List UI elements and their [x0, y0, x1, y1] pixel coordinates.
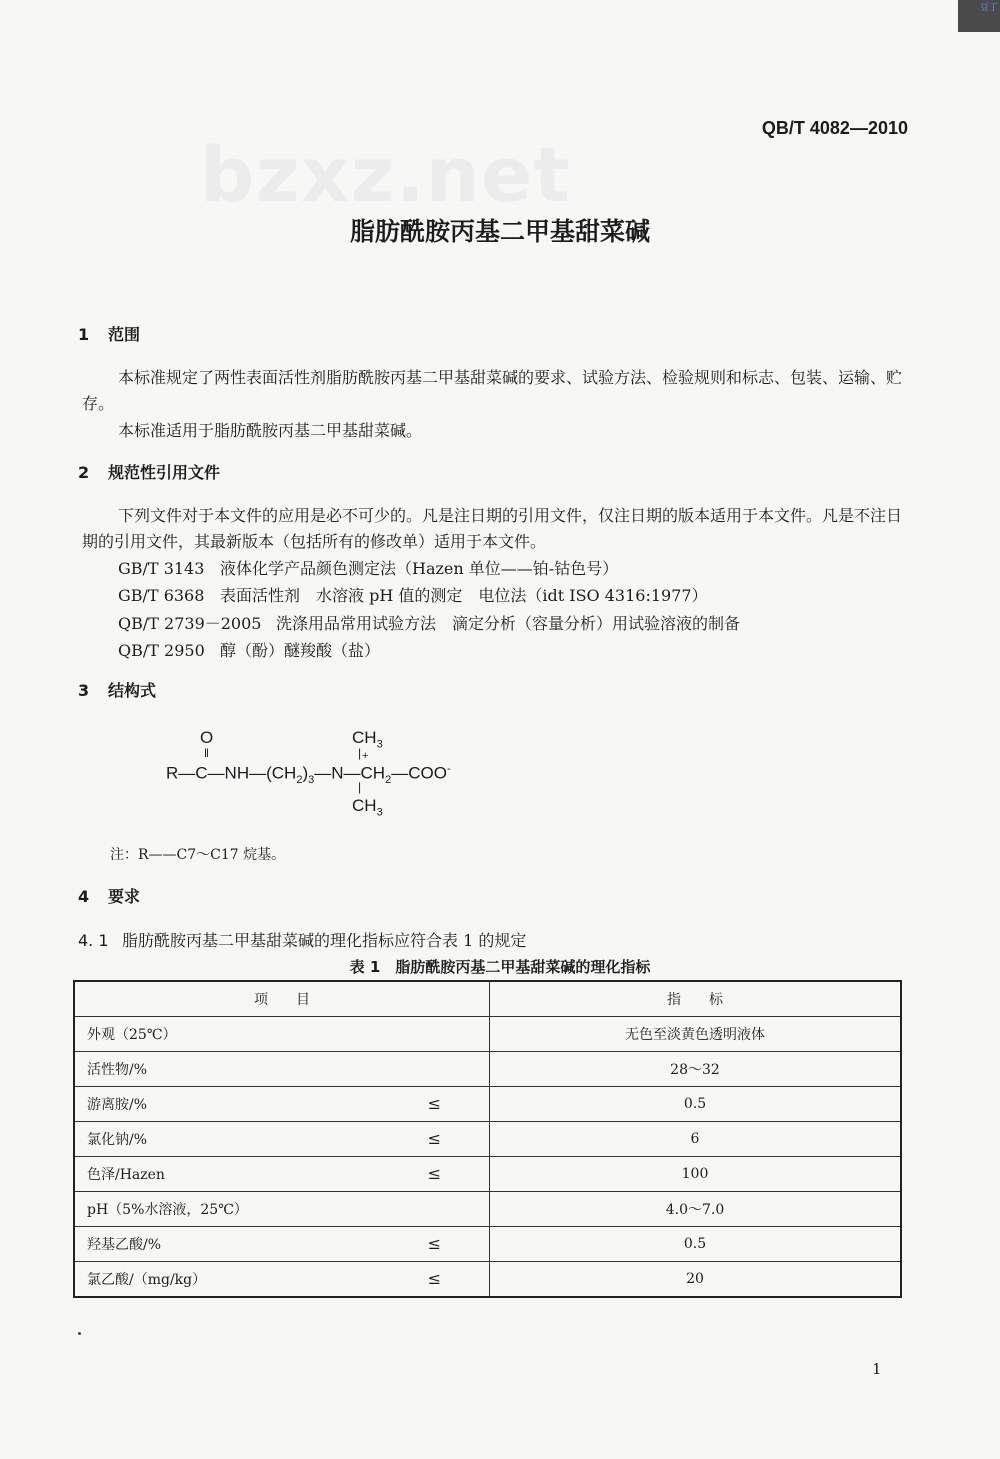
table-row — [74, 1157, 901, 1192]
spec-table — [73, 980, 902, 1298]
document-title: 脂肪酰胺丙基二甲基甜菜碱 — [349, 217, 650, 246]
table-cell-value: 20 — [490, 1262, 902, 1298]
section-number: 4 — [78, 887, 90, 906]
table-cell-value: 28～32 — [490, 1052, 902, 1087]
table-row — [74, 1192, 901, 1227]
table-cell-value: 0.5 — [490, 1087, 902, 1122]
clause-number: 4. 1 — [78, 931, 109, 950]
section-2-paragraph: 下列文件对于本文件的应用是必不可少的。凡是注日期的引用文件，仅注日期的版本适用于本文件。凡是不注日期的引用文件，其最新版本（包括所有的修改单）适用于本文件。 — [82, 506, 903, 551]
formula-plus-charge: + — [362, 750, 369, 762]
page-number: 1 — [872, 1360, 882, 1378]
section-4-heading — [78, 884, 140, 907]
table-cell-value: 4.0～7.0 — [490, 1192, 902, 1227]
formula-bond-bottom: | — [358, 780, 362, 794]
leq-symbol: ≤ — [427, 1129, 441, 1148]
leq-symbol: ≤ — [427, 1234, 441, 1253]
section-1-heading — [78, 322, 140, 345]
scan-speck — [78, 1332, 81, 1335]
table-row — [74, 1227, 901, 1262]
section-title: 范围 — [108, 325, 141, 344]
clause-text: 脂肪酰胺丙基二甲基甜菜碱的理化指标应符合表 1 的规定 — [122, 931, 527, 950]
formula-oxygen: O — [200, 728, 214, 747]
table-cell-value: 100 — [490, 1157, 902, 1192]
section-number: 3 — [78, 681, 90, 700]
section-number: 1 — [78, 325, 90, 344]
leq-symbol: ≤ — [427, 1094, 441, 1113]
watermark: bzxz.net — [200, 130, 571, 219]
reference-title: 洗涤用品常用试验方法 滴定分析（容量分析）用试验溶液的制备 — [276, 614, 741, 633]
reference-code: QB/T 2739－2005 — [118, 614, 262, 633]
section-title: 规范性引用文件 — [108, 463, 221, 482]
table-row — [74, 1052, 901, 1087]
reference-title: 液体化学产品颜色测定法（Hazen 单位——铂-钴色号） — [220, 559, 619, 578]
corner-tab[interactable] — [958, 0, 1000, 32]
section-title: 要求 — [108, 887, 141, 906]
reference-code: GB/T 6368 — [118, 586, 205, 605]
table-title: 表 1 脂肪酰胺丙基二甲基甜菜碱的理化指标 — [349, 958, 651, 976]
section-title: 结构式 — [108, 681, 157, 700]
table-cell-item: 氯乙酸/（mg/kg） ≤ — [74, 1262, 490, 1298]
reference-item — [118, 556, 618, 579]
standard-code: QB/T 4082—2010 — [761, 118, 908, 138]
table-cell-value: 6 — [490, 1122, 902, 1157]
formula-note: 注：R——C7～C17 烷基。 — [110, 847, 286, 863]
table-cell-item: 游离胺/% ≤ — [74, 1087, 490, 1122]
reference-item — [118, 638, 380, 661]
table-row — [74, 1122, 901, 1157]
reference-item — [118, 611, 740, 634]
leq-symbol: ≤ — [427, 1269, 441, 1288]
formula-double-bond: ‖ — [204, 746, 209, 760]
table-header-row — [74, 981, 901, 1017]
clause-4-1 — [78, 928, 526, 951]
reference-title: 醇（酚）醚羧酸（盐） — [220, 641, 381, 660]
section-3-heading — [78, 678, 156, 701]
formula-methyl-bottom: $CH_3$ — [352, 796, 383, 819]
table-row — [74, 1017, 901, 1052]
table-cell-item: 活性物/% — [74, 1052, 490, 1087]
formula-methyl-top: $CH_3$ — [352, 728, 383, 751]
reference-code: GB/T 3143 — [118, 559, 205, 578]
table-cell-item: 羟基乙酸/% ≤ — [74, 1227, 490, 1262]
section-1-paragraph-1: 本标准规定了两性表面活性剂脂肪酰胺丙基二甲基甜菜碱的要求、试验方法、检验规则和标志、包装、运输、贮存。 — [82, 368, 903, 413]
table-row — [74, 1262, 901, 1298]
table-cell-item: pH（5%水溶液，25℃） — [74, 1192, 490, 1227]
section-number: 2 — [78, 463, 90, 482]
table-cell-value: 无色至淡黄色透明液体 — [490, 1017, 902, 1052]
formula-bond-top: | — [358, 746, 362, 760]
table-cell-item: 氯化钠/% ≤ — [74, 1122, 490, 1157]
reference-title: 表面活性剂 水溶液 pH 值的测定 电位法（idt ISO 4316:1977） — [220, 586, 708, 605]
table-header-value: 指 标 — [490, 981, 902, 1017]
table-cell-item: 外观（25℃） — [74, 1017, 490, 1052]
formula-main-chain: $R—C—NH—(CH_2)_3—N—CH_2—COO^-$ — [166, 763, 451, 787]
structural-formula — [166, 728, 506, 828]
section-1-paragraph-2: 本标准适用于脂肪酰胺丙基二甲基甜菜碱。 — [118, 421, 423, 440]
table-cell-value: 0.5 — [490, 1227, 902, 1262]
table-row — [74, 1087, 901, 1122]
section-2-heading — [78, 460, 220, 483]
reference-code: QB/T 2950 — [118, 641, 205, 660]
leq-symbol: ≤ — [427, 1164, 441, 1183]
table-cell-item: 色泽/Hazen ≤ — [74, 1157, 490, 1192]
corner-tab-label[interactable]: 豆丁 — [979, 3, 998, 13]
reference-item — [118, 583, 708, 606]
table-header-item: 项 目 — [74, 981, 490, 1017]
